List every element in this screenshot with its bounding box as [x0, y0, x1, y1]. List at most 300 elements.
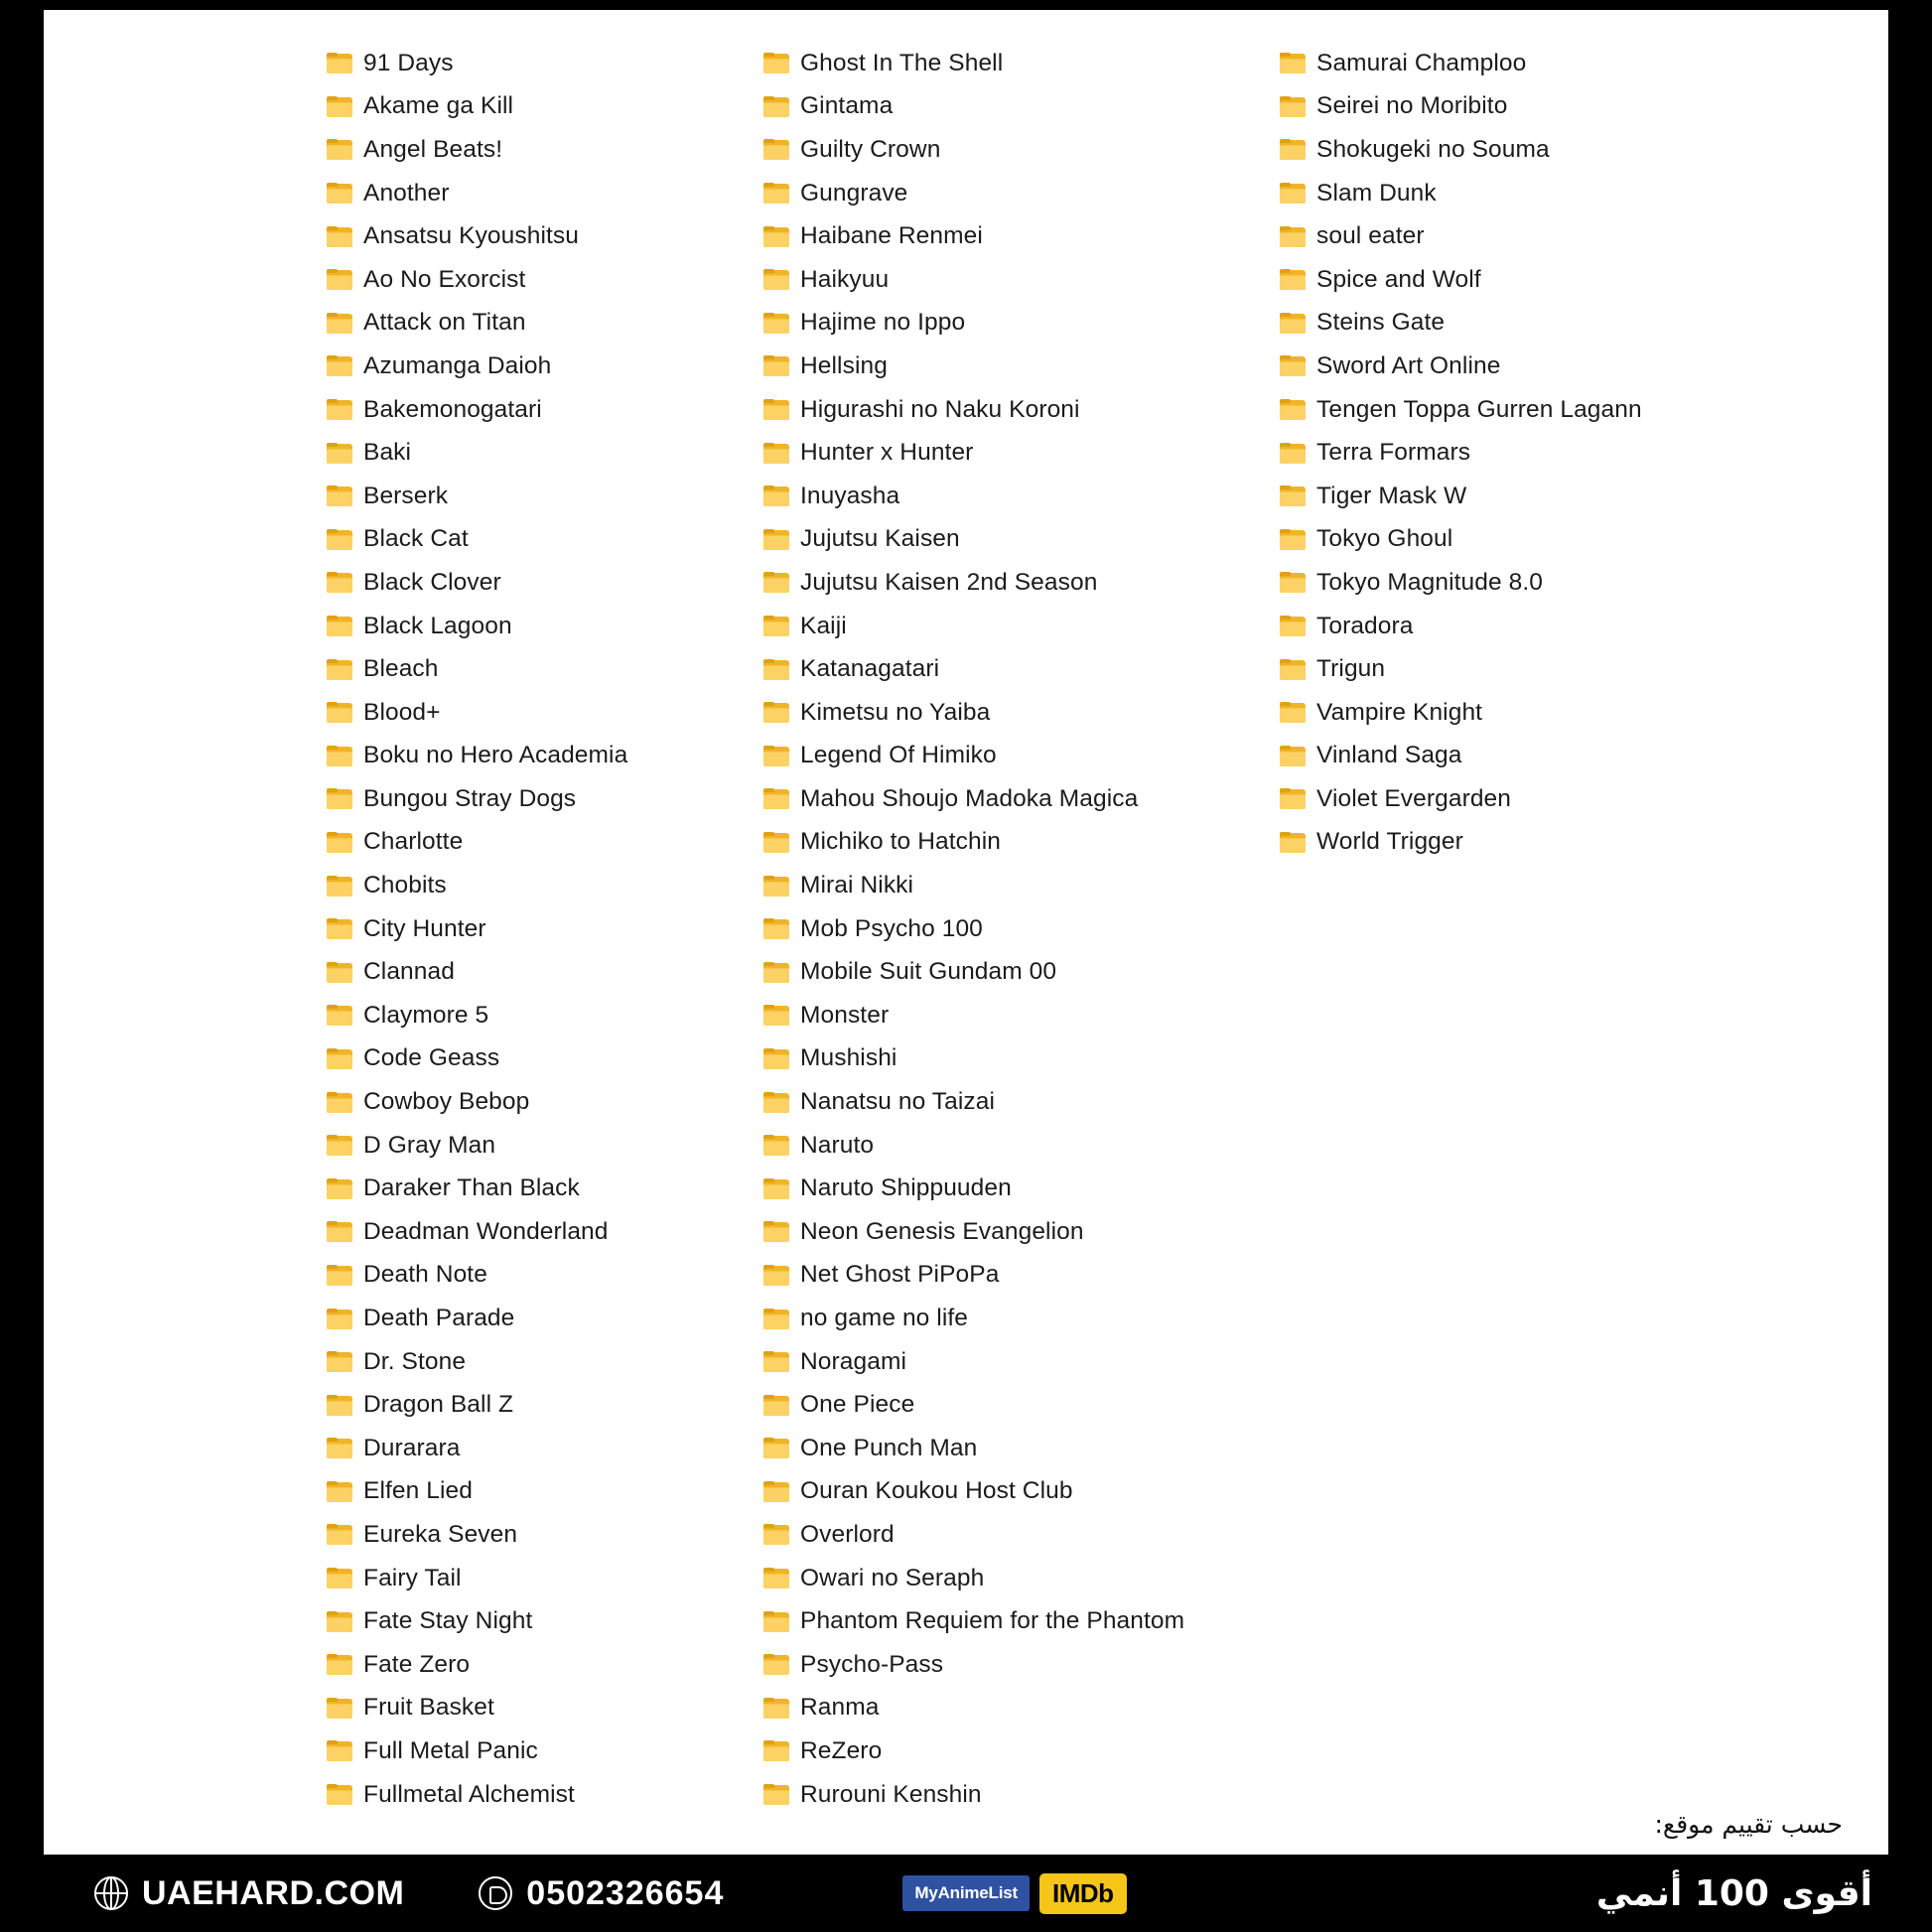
folder-item[interactable] — [327, 1427, 744, 1470]
folder-item[interactable] — [763, 128, 1260, 172]
folder-item[interactable] — [327, 258, 744, 302]
folder-item[interactable] — [763, 85, 1260, 129]
folder-label: Baki — [363, 439, 412, 467]
folder-icon — [763, 918, 789, 939]
folder-item[interactable] — [1280, 388, 1726, 432]
folder-label: Mahou Shoujo Madoka Magica — [800, 784, 1139, 812]
folder-icon — [763, 1135, 789, 1156]
folder-label: Phantom Requiem for the Phantom — [800, 1607, 1185, 1635]
folder-item[interactable] — [1280, 821, 1726, 865]
folder-icon — [327, 399, 352, 420]
folder-item[interactable] — [763, 1254, 1260, 1298]
folder-icon — [327, 1135, 352, 1156]
folder-item[interactable] — [1280, 735, 1726, 778]
folder-label: Fairy Tail — [363, 1564, 462, 1591]
folder-item[interactable] — [327, 950, 744, 994]
folder-label: Gintama — [800, 92, 894, 120]
folder-icon — [763, 1395, 789, 1416]
folder-label: Steins Gate — [1316, 309, 1446, 337]
folder-item[interactable] — [327, 1297, 744, 1340]
folder-label: Full Metal Panic — [363, 1736, 538, 1764]
folder-icon — [763, 1005, 789, 1026]
folder-icon — [327, 53, 352, 73]
folder-label: Berserk — [363, 482, 449, 509]
folder-icon — [327, 1395, 352, 1416]
folder-item[interactable] — [763, 388, 1260, 432]
folder-item[interactable] — [327, 1080, 744, 1124]
folder-icon — [1280, 443, 1306, 464]
folder-item[interactable] — [327, 1167, 744, 1210]
folder-label: Mirai Nikki — [800, 872, 914, 899]
folder-icon — [1280, 313, 1306, 334]
folder-item[interactable] — [327, 1643, 744, 1687]
folder-label: One Punch Man — [800, 1434, 978, 1461]
whatsapp-icon — [479, 1876, 512, 1910]
website-block[interactable] — [94, 1874, 404, 1913]
folder-item[interactable] — [327, 864, 744, 907]
folder-icon — [1280, 529, 1306, 550]
folder-label: Seirei no Moribito — [1316, 92, 1508, 120]
folder-icon — [327, 1309, 352, 1329]
folder-label: Jujutsu Kaisen — [800, 525, 960, 553]
folder-item[interactable] — [1280, 647, 1726, 691]
folder-icon — [327, 1048, 352, 1069]
folder-label: Azumanga Daioh — [363, 351, 552, 379]
folder-icon — [763, 1178, 789, 1199]
folder-label: soul eater — [1316, 222, 1425, 250]
folder-item[interactable] — [327, 128, 744, 172]
folder-icon — [327, 485, 352, 506]
folder-item[interactable] — [763, 1124, 1260, 1168]
folder-label: Rurouni Kenshin — [800, 1780, 982, 1808]
folder-label: Elfen Lied — [363, 1477, 473, 1505]
folder-icon — [1280, 616, 1306, 636]
folder-icon — [327, 1611, 352, 1632]
folder-item[interactable] — [327, 302, 744, 345]
folder-item[interactable] — [1280, 561, 1726, 605]
folder-icon — [763, 1481, 789, 1502]
folder-item[interactable] — [763, 1470, 1260, 1514]
folder-icon — [763, 529, 789, 550]
folder-icon — [763, 269, 789, 290]
folder-item[interactable] — [327, 1513, 744, 1557]
folder-item[interactable] — [327, 1383, 744, 1427]
folder-label: Black Cat — [363, 525, 469, 553]
folder-label: Charlotte — [363, 828, 464, 856]
folder-icon — [763, 832, 789, 853]
folder-icon — [763, 96, 789, 117]
folder-icon — [763, 1048, 789, 1069]
folder-item[interactable] — [763, 561, 1260, 605]
folder-label: Haikyuu — [800, 265, 890, 293]
folder-icon — [327, 183, 352, 204]
folder-item[interactable] — [763, 735, 1260, 778]
folder-label: Bleach — [363, 655, 439, 683]
website-label: UAEHARD.COM — [142, 1873, 405, 1912]
folder-item[interactable] — [763, 864, 1260, 907]
folder-label: Vampire Knight — [1316, 698, 1483, 726]
folder-item[interactable] — [327, 475, 744, 518]
folder-icon — [1280, 183, 1306, 204]
folder-label: Hajime no Ippo — [800, 309, 966, 337]
folder-label: Blood+ — [363, 698, 441, 726]
folder-icon — [763, 1351, 789, 1372]
folder-item[interactable] — [763, 691, 1260, 735]
folder-label: City Hunter — [363, 914, 486, 942]
folder-icon — [327, 746, 352, 766]
whatsapp-block[interactable] — [479, 1874, 724, 1913]
folder-label: Samurai Champloo — [1316, 49, 1527, 76]
folder-label: Ao No Exorcist — [363, 265, 526, 293]
folder-icon — [327, 529, 352, 550]
folder-item[interactable] — [763, 605, 1260, 648]
folder-label: Legend Of Himiko — [800, 742, 997, 769]
folder-label: Overlord — [800, 1520, 895, 1548]
folder-item[interactable] — [763, 1427, 1260, 1470]
folder-item[interactable] — [327, 647, 744, 691]
folder-icon — [327, 96, 352, 117]
folder-label: Durarara — [363, 1434, 461, 1461]
folder-label: Naruto — [800, 1131, 875, 1159]
folder-label: Spice and Wolf — [1316, 265, 1481, 293]
folder-label: Cowboy Bebop — [363, 1088, 530, 1116]
folder-icon — [763, 485, 789, 506]
folder-item[interactable] — [327, 1340, 744, 1384]
folder-item[interactable] — [763, 777, 1260, 821]
folder-label: Naruto Shippuuden — [800, 1174, 1012, 1202]
folder-icon — [327, 876, 352, 897]
folder-icon — [1280, 96, 1306, 117]
folder-item[interactable] — [327, 172, 744, 215]
folder-label: Katanagatari — [800, 655, 940, 683]
folder-item[interactable] — [1280, 431, 1726, 475]
folder-icon — [327, 1654, 352, 1675]
folder-item[interactable] — [327, 1254, 744, 1298]
folder-icon — [763, 443, 789, 464]
folder-item[interactable] — [763, 1513, 1260, 1557]
folder-label: Fate Stay Night — [363, 1607, 533, 1635]
folder-icon — [327, 355, 352, 376]
folder-label: Fruit Basket — [363, 1694, 494, 1722]
folder-icon — [763, 616, 789, 636]
folder-label: Black Lagoon — [363, 612, 512, 639]
folder-item[interactable] — [1280, 42, 1726, 85]
folder-item[interactable] — [1280, 345, 1726, 388]
folder-item[interactable] — [763, 1599, 1260, 1643]
folder-icon — [763, 572, 789, 593]
folder-item[interactable] — [327, 1210, 744, 1254]
folder-label: Monster — [800, 1001, 890, 1029]
folder-label: Inuyasha — [800, 482, 900, 509]
folder-item[interactable] — [1280, 302, 1726, 345]
folder-item[interactable] — [1280, 172, 1726, 215]
folder-label: One Piece — [800, 1391, 915, 1419]
folder-item[interactable] — [763, 821, 1260, 865]
folder-label: Terra Formars — [1316, 439, 1471, 467]
folder-label: Shokugeki no Souma — [1316, 135, 1550, 163]
folder-item[interactable] — [327, 735, 744, 778]
folder-icon — [763, 1654, 789, 1675]
folder-item[interactable] — [327, 1037, 744, 1081]
folder-item[interactable] — [1280, 691, 1726, 735]
folder-label: Another — [363, 179, 450, 207]
folder-icon — [327, 1092, 352, 1113]
folder-label: Ouran Koukou Host Club — [800, 1477, 1073, 1505]
folder-icon — [1280, 269, 1306, 290]
folder-item[interactable] — [763, 1037, 1260, 1081]
folder-label: Trigun — [1316, 655, 1386, 683]
folder-label: Tokyo Magnitude 8.0 — [1316, 568, 1543, 596]
folder-item[interactable] — [327, 777, 744, 821]
folder-column-1 — [327, 42, 744, 1816]
folder-label: Code Geass — [363, 1044, 500, 1072]
folder-icon — [327, 1265, 352, 1286]
folder-icon — [763, 1265, 789, 1286]
folder-icon — [1280, 832, 1306, 853]
folder-icon — [1280, 572, 1306, 593]
folder-item[interactable] — [327, 388, 744, 432]
folder-icon — [1280, 355, 1306, 376]
folder-item[interactable] — [1280, 85, 1726, 129]
folder-item[interactable] — [763, 1340, 1260, 1384]
folder-column-3 — [1280, 42, 1726, 1816]
folder-label: Death Note — [363, 1261, 487, 1289]
folder-item[interactable] — [763, 518, 1260, 562]
folder-icon — [1280, 399, 1306, 420]
folder-icon — [763, 1784, 789, 1805]
folder-label: Tengen Toppa Gurren Lagann — [1316, 395, 1642, 423]
folder-item[interactable] — [327, 1687, 744, 1730]
folder-icon — [763, 183, 789, 204]
folder-item[interactable] — [327, 42, 744, 85]
globe-icon — [94, 1876, 128, 1910]
folder-item[interactable] — [763, 475, 1260, 518]
folder-columns — [44, 42, 1888, 1816]
folder-item[interactable] — [763, 345, 1260, 388]
folder-icon — [327, 139, 352, 160]
folder-label: Mobile Suit Gundam 00 — [800, 958, 1057, 986]
folder-label: Clannad — [363, 958, 455, 986]
folder-label: Mob Psycho 100 — [800, 914, 983, 942]
folder-item[interactable] — [763, 214, 1260, 258]
folder-icon — [763, 139, 789, 160]
folder-icon — [1280, 53, 1306, 73]
folder-icon — [763, 1740, 789, 1761]
folder-item[interactable] — [327, 1124, 744, 1168]
folder-item[interactable] — [1280, 214, 1726, 258]
folder-item[interactable] — [763, 1167, 1260, 1210]
folder-icon — [763, 659, 789, 680]
folder-label: Violet Evergarden — [1316, 784, 1512, 812]
folder-item[interactable] — [327, 994, 744, 1037]
folder-item[interactable] — [327, 907, 744, 951]
folder-label: Fullmetal Alchemist — [363, 1780, 575, 1808]
folder-label: Owari no Seraph — [800, 1564, 985, 1591]
folder-icon — [1280, 226, 1306, 247]
folder-icon — [327, 1481, 352, 1502]
folder-column-2 — [763, 42, 1260, 1816]
folder-item[interactable] — [327, 1470, 744, 1514]
folder-icon — [763, 746, 789, 766]
folder-icon — [327, 702, 352, 723]
folder-icon — [327, 1740, 352, 1761]
folder-icon — [327, 1524, 352, 1545]
folder-label: Ghost In The Shell — [800, 49, 1004, 76]
folder-icon — [763, 313, 789, 334]
folder-label: Black Clover — [363, 568, 501, 596]
folder-label: Eureka Seven — [363, 1520, 518, 1548]
folder-icon — [327, 918, 352, 939]
folder-label: Gungrave — [800, 179, 908, 207]
folder-label: Claymore 5 — [363, 1001, 489, 1029]
folder-label: Bungou Stray Dogs — [363, 784, 577, 812]
folder-label: Kaiji — [800, 612, 847, 639]
myanimelist-badge[interactable]: MyAnimeList — [902, 1875, 1030, 1911]
folder-label: Vinland Saga — [1316, 742, 1462, 769]
folder-item[interactable] — [763, 302, 1260, 345]
folder-label: Death Parade — [363, 1305, 515, 1332]
folder-icon — [1280, 139, 1306, 160]
folder-label: D Gray Man — [363, 1131, 496, 1159]
folder-label: Higurashi no Naku Koroni — [800, 395, 1080, 423]
rating-source-note: حسب تقييم موقع: — [1654, 1810, 1843, 1839]
folder-label: Psycho-Pass — [800, 1650, 944, 1678]
folder-icon — [327, 616, 352, 636]
folder-item[interactable] — [763, 258, 1260, 302]
folder-label: Neon Genesis Evangelion — [800, 1217, 1084, 1245]
folder-item[interactable] — [1280, 518, 1726, 562]
folder-icon — [327, 1178, 352, 1199]
folder-label: Akame ga Kill — [363, 92, 514, 120]
folder-label: Jujutsu Kaisen 2nd Season — [800, 568, 1098, 596]
folder-item[interactable] — [763, 1643, 1260, 1687]
folder-item[interactable] — [327, 1773, 744, 1817]
folder-item[interactable] — [763, 1729, 1260, 1773]
folder-icon — [1280, 788, 1306, 809]
folder-item[interactable] — [327, 345, 744, 388]
folder-label: Noragami — [800, 1347, 907, 1375]
folder-icon — [327, 1438, 352, 1458]
folder-label: Dragon Ball Z — [363, 1391, 514, 1419]
folder-item[interactable] — [763, 907, 1260, 951]
folder-label: Michiko to Hatchin — [800, 828, 1001, 856]
folder-label: Slam Dunk — [1316, 179, 1437, 207]
folder-item[interactable] — [327, 518, 744, 562]
folder-label: Hunter x Hunter — [800, 439, 974, 467]
folder-icon — [763, 788, 789, 809]
folder-label: Boku no Hero Academia — [363, 742, 628, 769]
folder-item[interactable] — [327, 561, 744, 605]
folder-label: Toradora — [1316, 612, 1414, 639]
folder-item[interactable] — [1280, 128, 1726, 172]
folder-label: Attack on Titan — [363, 309, 526, 337]
folder-icon — [763, 1092, 789, 1113]
folder-label: Angel Beats! — [363, 135, 503, 163]
folder-item[interactable] — [763, 42, 1260, 85]
folder-icon — [327, 313, 352, 334]
folder-item[interactable] — [327, 431, 744, 475]
folder-icon — [763, 399, 789, 420]
folder-item[interactable] — [763, 1383, 1260, 1427]
folder-label: Tokyo Ghoul — [1316, 525, 1453, 553]
rating-badges — [902, 1873, 1126, 1914]
folder-item[interactable] — [1280, 475, 1726, 518]
folder-label: Fate Zero — [363, 1650, 471, 1678]
folder-icon — [763, 962, 789, 983]
folder-icon — [763, 1568, 789, 1588]
folder-label: Ranma — [800, 1694, 880, 1722]
folder-icon — [327, 788, 352, 809]
folder-item[interactable] — [763, 431, 1260, 475]
folder-label: Guilty Crown — [800, 135, 941, 163]
folder-item[interactable] — [327, 214, 744, 258]
folder-icon — [1280, 746, 1306, 766]
folder-icon — [327, 962, 352, 983]
folder-item[interactable] — [327, 1599, 744, 1643]
folder-icon — [327, 1351, 352, 1372]
folder-label: World Trigger — [1316, 828, 1463, 856]
folder-item[interactable] — [763, 1297, 1260, 1340]
folder-item[interactable] — [763, 950, 1260, 994]
folder-item[interactable] — [763, 1080, 1260, 1124]
folder-label: Nanatsu no Taizai — [800, 1088, 996, 1116]
folder-item[interactable] — [327, 821, 744, 865]
folder-item[interactable] — [763, 994, 1260, 1037]
folder-item[interactable] — [327, 605, 744, 648]
folder-icon — [327, 1005, 352, 1026]
folder-label: ReZero — [800, 1736, 883, 1764]
phone-label: 0502326654 — [526, 1873, 725, 1912]
folder-icon — [327, 832, 352, 853]
folder-item[interactable] — [1280, 258, 1726, 302]
folder-item[interactable] — [327, 1729, 744, 1773]
folder-label: Deadman Wonderland — [363, 1217, 609, 1245]
folder-item[interactable] — [1280, 777, 1726, 821]
folder-icon — [327, 1784, 352, 1805]
folder-item[interactable] — [327, 85, 744, 129]
folder-icon — [763, 1221, 789, 1242]
folder-label: Dr. Stone — [363, 1347, 467, 1375]
folder-item[interactable] — [763, 1773, 1260, 1817]
folder-icon — [763, 53, 789, 73]
folder-icon — [327, 1221, 352, 1242]
folder-icon — [327, 443, 352, 464]
folder-item[interactable] — [763, 647, 1260, 691]
folder-icon — [327, 659, 352, 680]
folder-item[interactable] — [763, 1210, 1260, 1254]
folder-item[interactable] — [763, 172, 1260, 215]
folder-label: Mushishi — [800, 1044, 897, 1072]
folder-icon — [763, 355, 789, 376]
folder-icon — [763, 876, 789, 897]
folder-item[interactable] — [763, 1687, 1260, 1730]
folder-label: Sword Art Online — [1316, 351, 1501, 379]
imdb-badge[interactable]: IMDb — [1039, 1873, 1127, 1914]
footer-bar — [0, 1855, 1932, 1932]
folder-label: Tiger Mask W — [1316, 482, 1467, 509]
folder-label: Bakemonogatari — [363, 395, 542, 423]
folder-item[interactable] — [1280, 605, 1726, 648]
folder-icon — [327, 1568, 352, 1588]
folder-label: Haibane Renmei — [800, 222, 983, 250]
folder-item[interactable] — [327, 1557, 744, 1600]
folder-item[interactable] — [763, 1557, 1260, 1600]
folder-label: Ansatsu Kyoushitsu — [363, 222, 579, 250]
folder-item[interactable] — [327, 691, 744, 735]
folder-label: 91 Days — [363, 49, 454, 76]
folder-label: no game no life — [800, 1305, 969, 1332]
folder-icon — [327, 269, 352, 290]
